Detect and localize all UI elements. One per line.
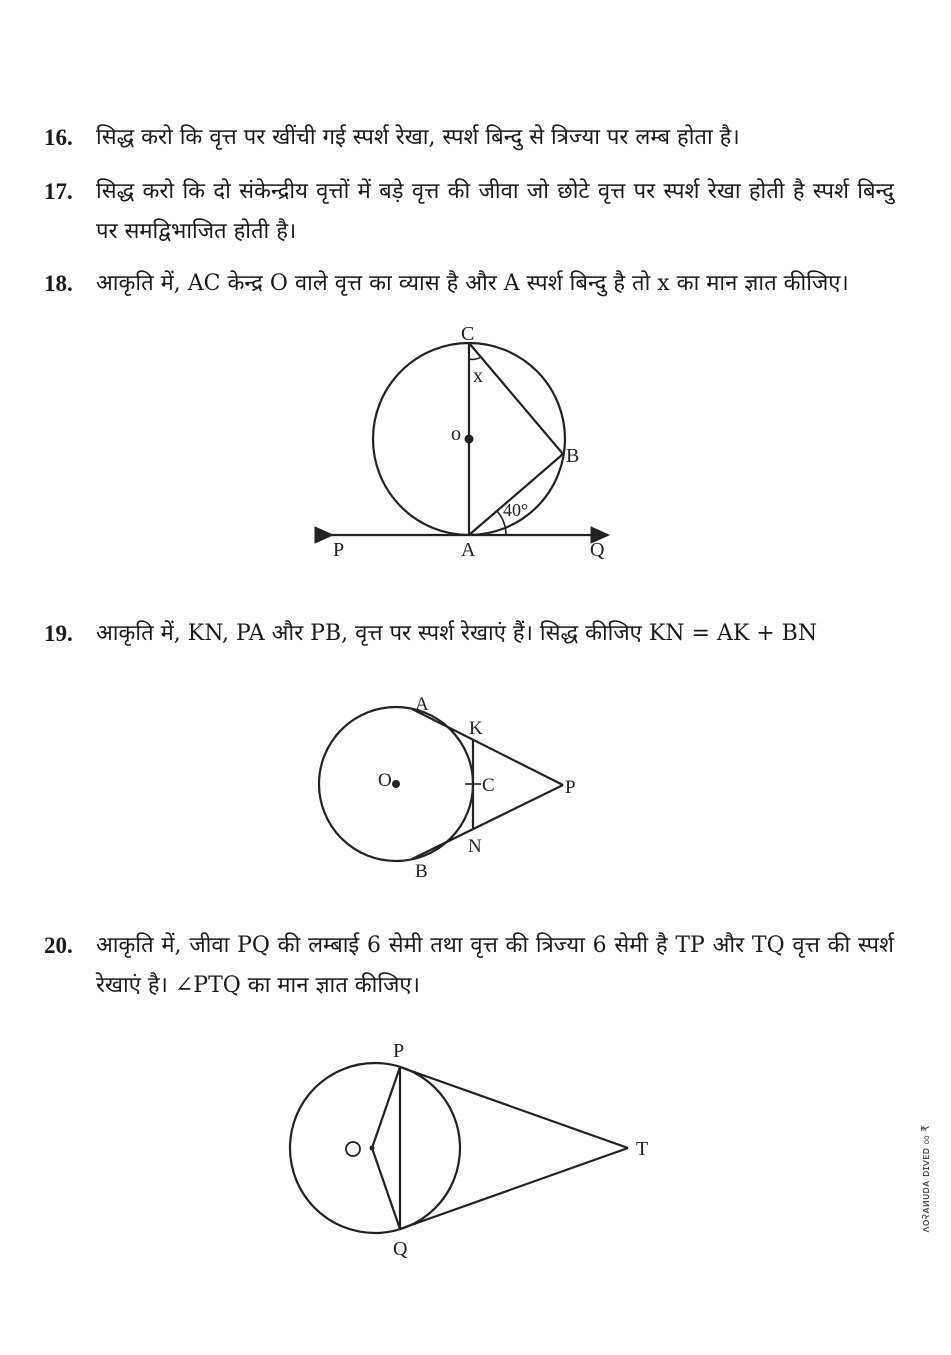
question-text: सिद्ध करो कि वृत्त पर खींची गई स्पर्श रेखा, स्पर्श बिन्दु से त्रिज्या पर लम्ब होता है। bbox=[96, 125, 740, 150]
center-o-dot bbox=[465, 435, 474, 444]
figure-19 bbox=[319, 707, 563, 861]
label-k: K bbox=[469, 718, 483, 739]
question-number: 18. bbox=[44, 271, 73, 296]
label-b: B bbox=[415, 861, 428, 882]
question-number: 17. bbox=[44, 179, 73, 204]
label-angle-40: 40° bbox=[503, 500, 529, 520]
tangent-pb bbox=[412, 785, 563, 859]
question-text: आकृति में, KN, PA और PB, वृत्त पर स्पर्श रेखाएं हैं। सिद्ध कीजिए KN = AK + BN bbox=[96, 621, 818, 646]
label-n: N bbox=[468, 836, 482, 857]
radius-oq bbox=[372, 1148, 400, 1229]
label-q: Q bbox=[590, 539, 605, 561]
question-number: 16. bbox=[44, 125, 73, 150]
label-o: o bbox=[451, 423, 461, 445]
label-a: A bbox=[461, 539, 476, 561]
center-o-ring bbox=[346, 1142, 360, 1156]
label-b: B bbox=[566, 445, 580, 467]
chord-cb bbox=[469, 343, 563, 454]
label-c: C bbox=[461, 323, 475, 345]
label-p: P bbox=[333, 539, 345, 561]
label-p: P bbox=[565, 777, 576, 798]
question-text: सिद्ध करो कि दो संकेन्द्रीय वृत्तों में बड़े वृत्त की जीवा जो छोटे वृत्त पर स्पर्श रेखा होती है स्पर्श बिन्दु पर समद्विभाजित होती है। bbox=[96, 179, 894, 244]
tangent-pa bbox=[412, 709, 563, 785]
question-number: 19. bbox=[44, 621, 73, 646]
tangent-tq bbox=[400, 1148, 628, 1229]
label-o: O bbox=[378, 770, 392, 791]
label-x: x bbox=[473, 365, 483, 387]
radius-op bbox=[372, 1067, 400, 1148]
question-number: 20. bbox=[44, 933, 73, 958]
label-t: T bbox=[636, 1138, 649, 1160]
question-text: आकृति में, AC केन्द्र O वाले वृत्त का व्यास है और A स्पर्श बिन्दु है तो x का मान ज्ञात कीजिए। bbox=[96, 271, 849, 296]
label-a: A bbox=[415, 694, 429, 715]
center-o-dot bbox=[370, 1146, 375, 1151]
center-o-dot bbox=[392, 780, 400, 788]
label-q: Q bbox=[393, 1238, 408, 1260]
label-c: C bbox=[482, 775, 495, 796]
tangent-tp bbox=[400, 1067, 628, 1148]
angle-x-arc bbox=[469, 357, 481, 359]
circle-o bbox=[290, 1063, 460, 1233]
side-margin-text: ᴧᴏ२ᴀᴎᴜᴅᴀ ᴅɪᴠᴇᴅ ₀₀ ₹ bbox=[919, 1125, 932, 1233]
question-text: आकृति में, जीवा PQ की लम्बाई 6 सेमी तथा वृत्त की त्रिज्या 6 सेमी है TP और TQ वृत्त की स्पर्श रेखाएं है। ∠PTQ का मान ज्ञात कीजिए। bbox=[96, 933, 894, 998]
label-p: P bbox=[393, 1040, 405, 1062]
figure-20 bbox=[290, 1063, 628, 1233]
